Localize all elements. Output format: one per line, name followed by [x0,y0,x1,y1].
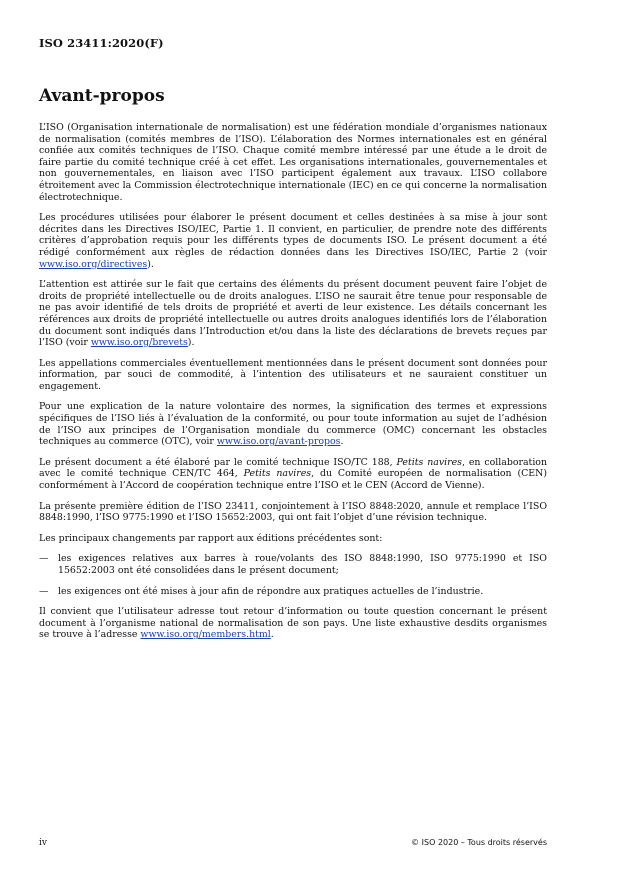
committee-title: Petits navires [243,468,312,480]
page-number: iv [39,838,47,848]
paragraph-trade-names: Les appellations commerciales éventuellement mentionnées dans le présent document sont données pour information, par souci de commodité, à l’intention des utilisateurs et ne sauraient constituer un engagement. [39,357,547,392]
paragraph-procedures [39,212,547,270]
link-directives[interactable]: www.iso.org/directives [39,258,148,270]
page-title: Avant-propos [39,86,165,106]
paragraph-changes-intro: Les principaux changements par rapport aux éditions précédentes sont: [39,532,383,544]
list-item [39,586,547,598]
link-avant-propos[interactable]: www.iso.org/avant-propos [216,436,341,448]
paragraph-committee [39,457,547,492]
bullet-dash: — [39,585,49,597]
paragraph-text: Les procédures utilisées pour élaborer le présent document et celles destinées à sa mise à jour sont décrites dans les Directives ISO/IEC, Partie 1. Il convient, en particulier, de prendre note des différents critères d’approbation requis pour les différents types de documents ISO. Le présent document a été rédigé conformément aux règles de rédaction données dans les Directives ISO/IEC, Partie 2 (voir [39,212,547,258]
paragraph-patents [39,279,547,349]
committee-title: Petits navires [396,456,462,468]
paragraph-text: , du Comité européen de normalisation (CEN) conformément à l’Accord de coopération technique entre l’ISO et le CEN (Accord de Vienne). [39,468,547,492]
paragraph-edition: La présente première édition de l’ISO 23411, conjointement à l’ISO 8848:2020, annule et remplace l’ISO 8848:1990, l’ISO 9775:1990 et l’ISO 15652:2003, qui ont fait l’objet d’une révision technique. [39,500,547,524]
foreword-body [39,122,547,650]
paragraph-feedback [39,606,547,641]
paragraph-text: L’attention est attirée sur le fait que certains des éléments du présent document peuvent faire l’objet de droits de propriété intellectuelle ou de droits analogues. L’ISO ne saurait être tenue pour responsable de ne pas avoir identifié de tels droits de propriété et averti de leur existence. Les détails concernant les références aux droits de propriété intellectuelle ou autres droits analogues identifiés lors de l’élaboration du document sont indiqués dans l’Introduction et/ou dans la liste des déclarations de brevets reçues par l’ISO (voir [39,279,547,349]
link-members[interactable]: www.iso.org/members.html [140,629,271,641]
paragraph-tail: . [340,436,344,448]
copyright-notice: © ISO 2020 – Tous droits réservés [411,838,547,847]
list-item [39,553,547,576]
paragraph-text: Pour une explication de la nature volontaire des normes, la signification des termes et expressions spécifiques de l’ISO liés à l’évaluation de la conformité, ou pour toute information au sujet de l’adhésion de l’ISO aux principes de l’Organisation mondiale du commerce (OMC) concernant les obstacles techniques au commerce (OTC), voir [39,401,547,448]
paragraph-voluntary [39,401,547,447]
bullet-dash: — [39,553,49,565]
paragraph-tail: ). [187,337,195,349]
paragraph-tail: . [270,629,274,641]
paragraph-tail: ). [147,258,154,270]
paragraph-text: Le présent document a été élaboré par le comité technique ISO/TC 188, [39,456,397,468]
paragraph-text: Il convient que l’utilisateur adresse tout retour d’information ou toute question concernant le présent document à l’organisme national de normalisation de son pays. Une liste exhaustive desdits organismes se trouve à l’adresse [39,606,547,641]
list-item-text: les exigences ont été mises à jour afin de répondre aux pratiques actuelles de l’industrie. [58,585,484,597]
list-item-text: les exigences relatives aux barres à roue/volants des ISO 8848:1990, ISO 9775:1990 et ISO 15652:2003 ont été consolidées dans le présent document; [58,553,547,576]
paragraph-text: , en collaboration avec le comité technique CEN/TC 464, [39,456,547,480]
link-brevets[interactable]: www.iso.org/brevets [90,337,188,349]
document-id: ISO 23411:2020(F) [39,36,164,50]
paragraph-iso-intro: L’ISO (Organisation internationale de normalisation) est une fédération mondiale d’organismes nationaux de normalisation (comités membres de l’ISO). L’élaboration des Normes internationales est en général confiée aux comités techniques de l’ISO. Chaque comité membre intéressé par une étude a le droit de faire partie du comité technique créé à cet effet. Les organisations internationales, gouvernementales et non gouvernementales, en liaison avec l’ISO participent également aux travaux. L’ISO collabore étroitement avec la Commission électrotechnique internationale (IEC) en ce qui concerne la normalisation électrotechnique. [39,122,547,203]
